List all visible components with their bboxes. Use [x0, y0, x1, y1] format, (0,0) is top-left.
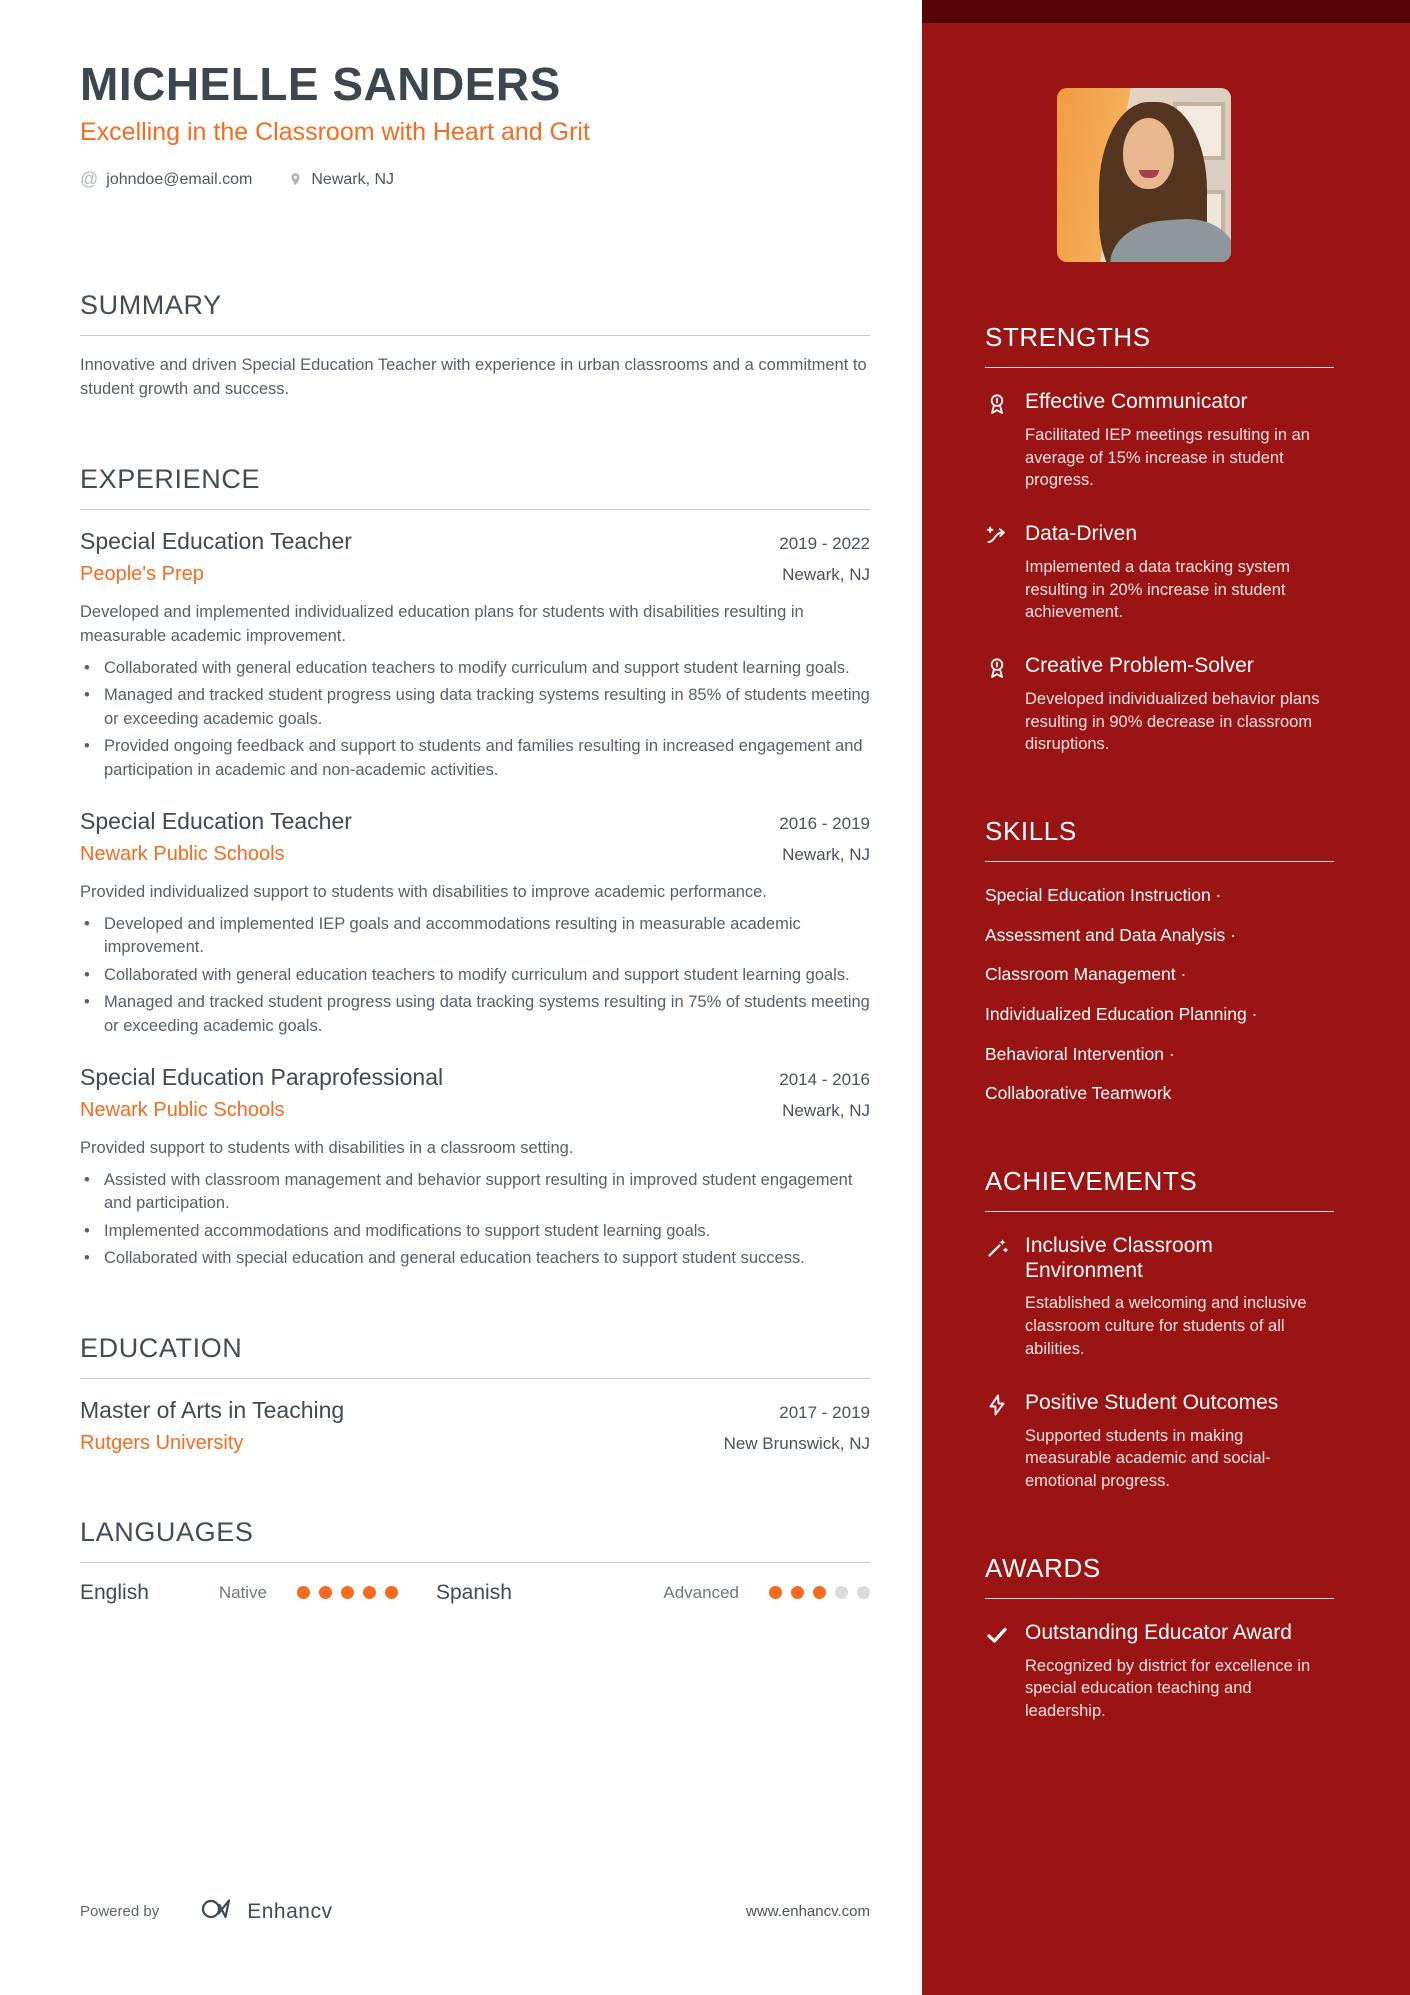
location-pin-icon: [288, 170, 303, 189]
achievement-desc: Established a welcoming and inclusive classroom culture for students of all abilities.: [1025, 1294, 1307, 1358]
achievement-item: [985, 1391, 1334, 1493]
bullet-item: • Implemented accommodations and modifications to support student learning goals.: [80, 1220, 870, 1243]
strengths-section: [985, 322, 1334, 756]
person-name: MICHELLE SANDERS: [80, 58, 561, 110]
bullet-item: • Collaborated with general education teachers to modify curriculum and support student learning goals.: [80, 964, 870, 987]
strengths-heading: STRENGTHS: [985, 322, 1334, 368]
location-text: Newark, NJ: [311, 170, 395, 188]
job-entry: [80, 528, 870, 782]
achievement-desc: Supported students in making measurable academic and social-emotional progress.: [1025, 1426, 1271, 1491]
achievements-section: [985, 1166, 1334, 1493]
job-location: Newark, NJ: [782, 565, 870, 585]
language-proficiency-dots: [297, 1586, 398, 1599]
email-item[interactable]: [80, 169, 252, 190]
strength-item: [985, 390, 1334, 492]
achievement-title: Inclusive Classroom Environment: [1025, 1233, 1213, 1282]
tagline: Excelling in the Classroom with Heart and Grit: [80, 118, 590, 147]
job-summary: Provided individualized support to students with disabilities to improve academic performance.: [80, 883, 767, 902]
skill-item: Behavioral Intervention ·: [985, 1043, 1175, 1064]
brand-name: Enhancv: [247, 1899, 333, 1923]
skill-item: Assessment and Data Analysis ·: [985, 924, 1236, 945]
strength-item: [985, 654, 1334, 756]
summary-section: [80, 290, 870, 402]
powered-by-label: Powered by: [80, 1903, 160, 1920]
skill-item: Individualized Education Planning ·: [985, 1004, 1258, 1025]
skill-item: Special Education Instruction ·: [985, 885, 1222, 906]
job-bullets: [80, 1169, 870, 1271]
job-title: Special Education Teacher: [80, 528, 352, 555]
strength-title: Creative Problem-Solver: [1025, 654, 1254, 678]
language-name: Spanish: [436, 1580, 512, 1604]
summary-text: Innovative and driven Special Education Teacher with experience in urban classrooms and a commitment to student growth and success.: [80, 356, 867, 399]
achievement-title: Positive Student Outcomes: [1025, 1390, 1279, 1414]
languages-heading: LANGUAGES: [80, 1517, 870, 1563]
experience-section: [80, 464, 870, 1271]
medal-icon: [985, 654, 1009, 756]
job-dates: 2014 - 2016: [779, 1070, 870, 1090]
bullet-item: • Provided ongoing feedback and support to students and families resulting in increased engagement and participation in academic and non-academic activities.: [80, 735, 870, 782]
job-summary: Developed and implemented individualized education plans for students with disabilities resulting in measurable academic improvement.: [80, 603, 804, 646]
wand-icon: [985, 1234, 1009, 1361]
location-item: [288, 170, 394, 189]
strength-desc: Facilitated IEP meetings resulting in an average of 15% increase in student progress.: [1025, 425, 1310, 490]
bullet-item: • Developed and implemented IEP goals and accommodations resulting in measurable academic improvement.: [80, 913, 870, 960]
language-proficiency-dots: [769, 1586, 870, 1599]
lightning-icon: [985, 1391, 1009, 1493]
language-item: [80, 1581, 398, 1605]
job-title: Special Education Paraprofessional: [80, 1064, 444, 1091]
profile-photo: [1057, 88, 1231, 262]
sidebar-content: [922, 322, 1410, 1723]
job-bullets: [80, 913, 870, 1038]
job-bullets: [80, 657, 870, 782]
job-company: Newark Public Schools: [80, 1099, 285, 1122]
job-entry: [80, 808, 870, 1038]
site-link[interactable]: www.enhancv.com: [746, 1903, 870, 1920]
check-icon: [985, 1621, 1009, 1723]
job-dates: 2019 - 2022: [779, 534, 870, 554]
bullet-item: • Assisted with classroom management and behavior support resulting in improved student engagement and participation.: [80, 1169, 870, 1216]
strength-title: Effective Communicator: [1025, 390, 1248, 413]
achievement-item: [985, 1234, 1334, 1361]
bullet-item: • Managed and tracked student progress using data tracking systems resulting in 75% of students meeting or exceeding academic goals.: [80, 991, 870, 1038]
achievements-heading: ACHIEVEMENTS: [985, 1166, 1334, 1212]
job-title: Special Education Teacher: [80, 808, 352, 835]
language-level: Native: [218, 1582, 267, 1602]
footer: [80, 1896, 870, 1927]
skill-item: Collaborative Teamwork: [985, 1083, 1172, 1104]
skill-item: Classroom Management ·: [985, 964, 1187, 985]
enhancv-logo-icon: [201, 1896, 237, 1927]
job-location: Newark, NJ: [782, 845, 870, 865]
experience-heading: EXPERIENCE: [80, 464, 870, 510]
bullet-item: • Collaborated with general education teachers to modify curriculum and support student learning goals.: [80, 657, 870, 680]
strength-item: [985, 522, 1334, 624]
degree-dates: 2017 - 2019: [779, 1402, 870, 1422]
contact-row: [80, 169, 870, 190]
sidebar-top-band: [922, 0, 1410, 23]
email-text: johndoe@email.com: [106, 170, 253, 188]
medal-icon: [985, 390, 1009, 492]
trend-arrow-icon: [985, 522, 1009, 624]
language-name: English: [80, 1580, 149, 1604]
awards-heading: AWARDS: [985, 1553, 1334, 1599]
job-location: Newark, NJ: [782, 1101, 870, 1121]
school-name: Rutgers University: [80, 1431, 244, 1454]
job-entry: [80, 1064, 870, 1271]
degree-title: Master of Arts in Teaching: [80, 1396, 345, 1423]
job-summary: Provided support to students with disabilities in a classroom setting.: [80, 1139, 574, 1158]
award-desc: Recognized by district for excellence in special education teaching and leadership.: [1025, 1656, 1311, 1721]
education-heading: EDUCATION: [80, 1333, 870, 1379]
skills-section: [985, 816, 1334, 1106]
language-level: Advanced: [663, 1582, 739, 1602]
sidebar: [922, 0, 1410, 1995]
school-location: New Brunswick, NJ: [723, 1433, 870, 1453]
languages-section: [80, 1517, 870, 1605]
job-company: Newark Public Schools: [80, 843, 285, 866]
language-item: [436, 1581, 870, 1605]
education-section: [80, 1333, 870, 1455]
languages-row: [80, 1581, 870, 1605]
bullet-item: • Managed and tracked student progress using data tracking systems resulting in 85% of students meeting or exceeding academic goals.: [80, 684, 870, 731]
award-item: [985, 1621, 1334, 1723]
summary-heading: SUMMARY: [80, 290, 870, 336]
strength-desc: Developed individualized behavior plans resulting in 90% decrease in classroom disruptions.: [1025, 689, 1320, 754]
job-dates: 2016 - 2019: [779, 814, 870, 834]
bullet-item: • Collaborated with special education and general education teachers to support student success.: [80, 1247, 870, 1270]
email-icon: @: [80, 169, 99, 190]
awards-section: [985, 1553, 1334, 1723]
award-title: Outstanding Educator Award: [1025, 1620, 1292, 1644]
strength-desc: Implemented a data tracking system resulting in 20% increase in student achievement.: [1025, 557, 1291, 622]
strength-title: Data-Driven: [1025, 522, 1138, 546]
skills-heading: SKILLS: [985, 816, 1334, 862]
job-company: People's Prep: [80, 563, 204, 586]
